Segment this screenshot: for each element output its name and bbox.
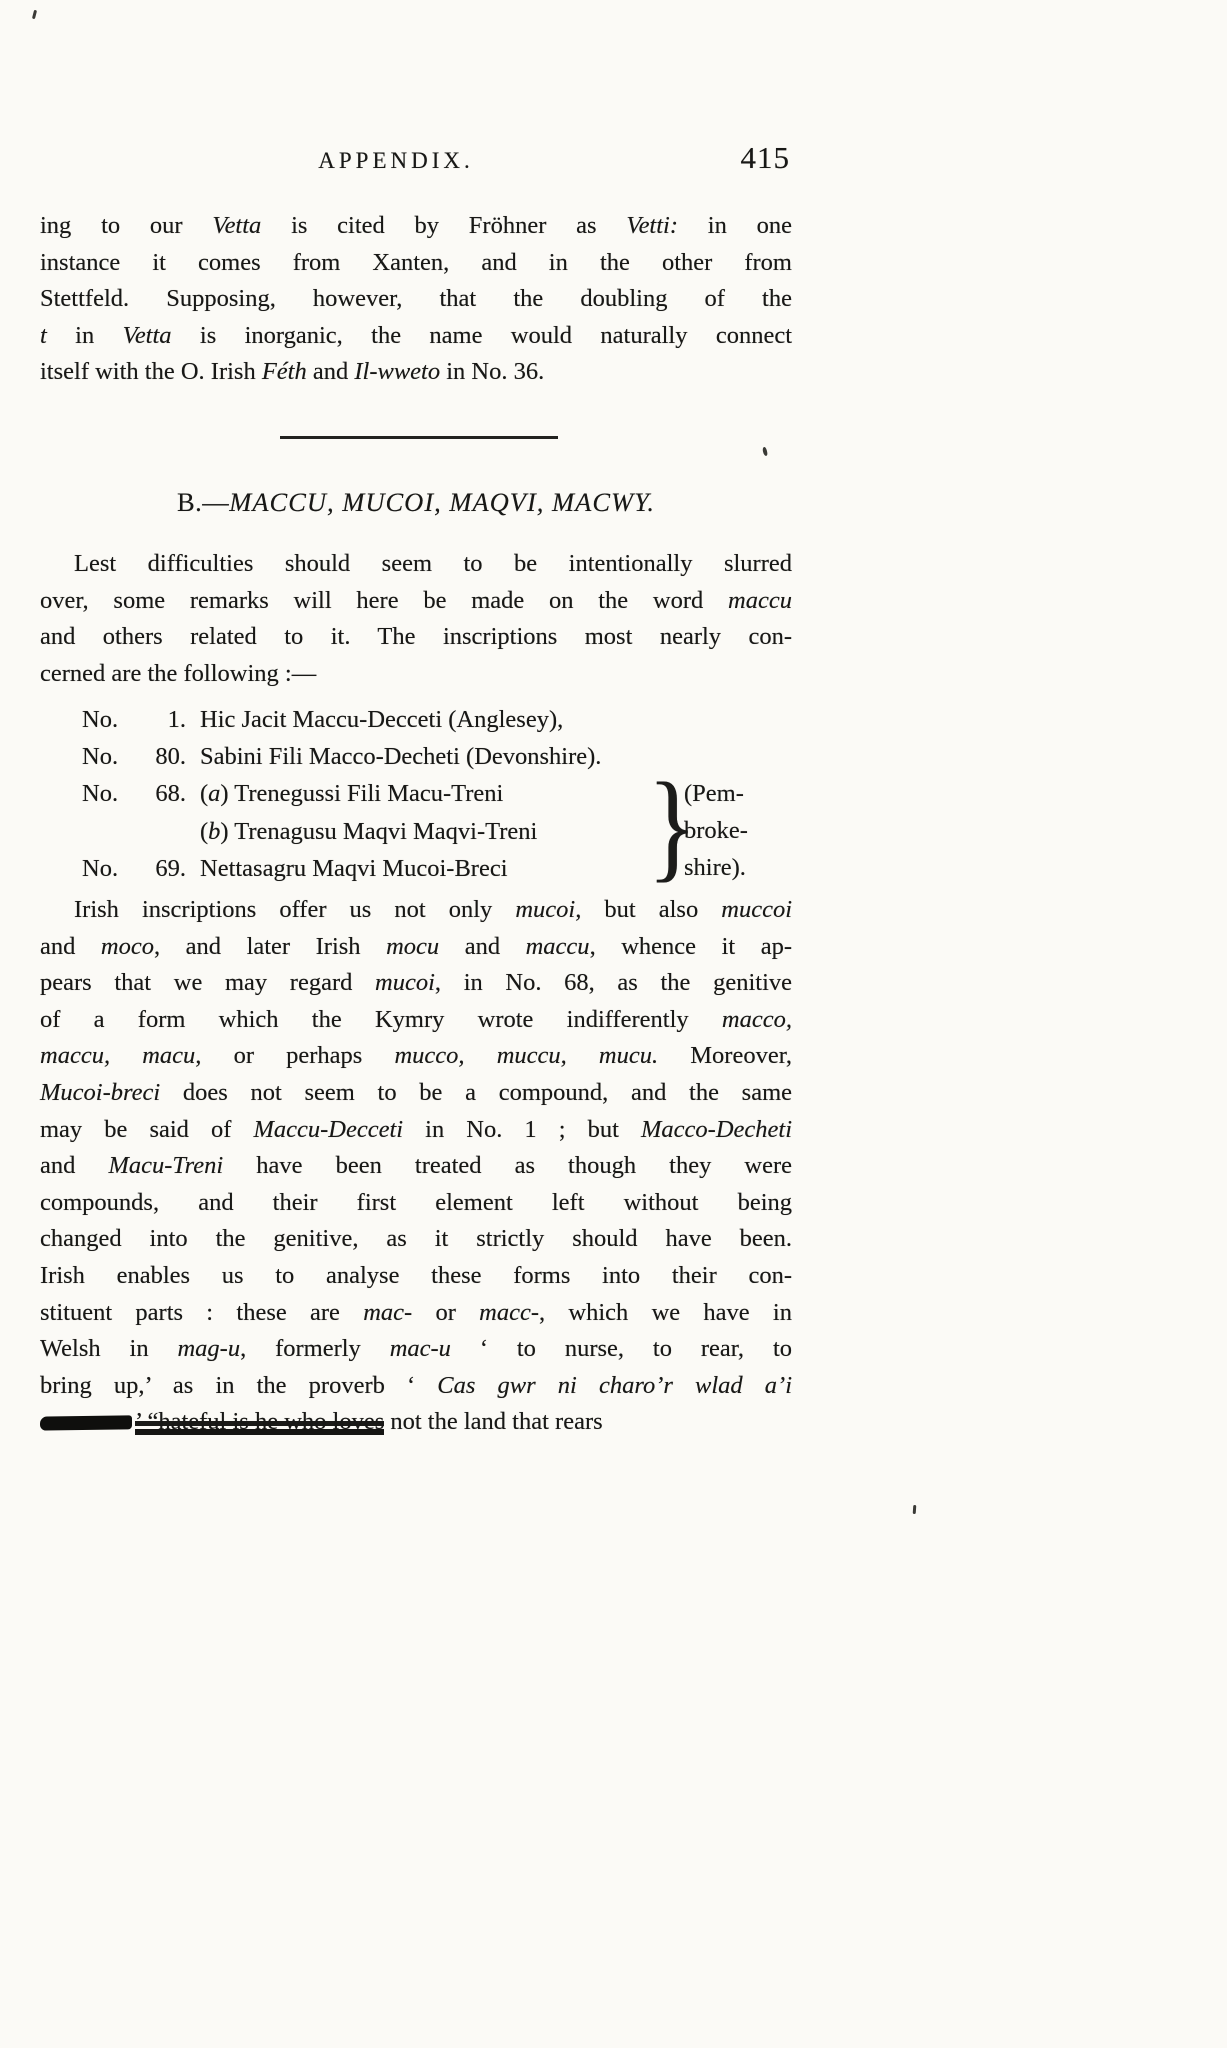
text-line: t in Vetta is inorganic, the name would naturally connect [40, 321, 792, 349]
text-line: and Macu-Treni have been treated as though they were [40, 1152, 793, 1180]
brace-label-pem: (Pem- [684, 780, 744, 807]
inscription-text: (a) Trenegussi Fili Macu-Treni [200, 780, 504, 808]
brace-label-shire: shire). [684, 854, 746, 881]
text-line: Mucoi-breci does not seem to be a compound, and the same [40, 1078, 792, 1106]
inscription-number [82, 738, 200, 775]
text-line: of a form which the Kymry wrote indifferently macco, [40, 1005, 792, 1033]
paragraph-main [40, 892, 792, 1441]
inscription-text: Nettasagru Maqvi Mucoi-Breci [200, 854, 508, 882]
inscription-text: Sabini Fili Macco-Decheti (Devonshire). [200, 743, 602, 771]
text-line: Stettfeld. Supposing, however, that the doubling of the [40, 285, 792, 313]
inscription-row-no1 [40, 701, 792, 738]
ink-speck-bottom-right [913, 1505, 917, 1514]
text-line: changed into the genitive, as it strictly should have been. [40, 1225, 792, 1253]
no-prefix: No. [82, 706, 119, 733]
page-number: 415 [740, 140, 790, 175]
text-line: Lest difficulties should seem to be intentionally slurred [74, 550, 792, 577]
grouping-brace: } [647, 758, 698, 893]
text-line: may be said of Maccu-Decceti in No. 1 ; but Macco-Decheti [40, 1115, 792, 1143]
text-line: instance it comes from Xanten, and in the other from [40, 248, 792, 276]
ink-speck-top-left [32, 10, 37, 19]
no-value: 80. [155, 743, 186, 771]
text-line: pears that we may regard mucoi, in No. 68, as the genitive [40, 969, 793, 997]
no-value: 69. [155, 854, 186, 882]
text-line: Irish enables us to analyse these forms into their con- [40, 1261, 792, 1289]
inscription-number [82, 850, 200, 887]
section-heading-title: MACCU, MUCOI, MAQVI, MACWY. [229, 487, 656, 517]
text-line: over, some remarks will here be made on the word maccu [40, 586, 792, 614]
text-line: compounds, and their first element left without being [40, 1188, 792, 1216]
inscription-number [82, 701, 200, 738]
no-value: 1. [167, 706, 186, 733]
inscription-text: Hic Jacit Maccu-Decceti (Anglesey), [200, 706, 564, 733]
inscription-text: (b) Trenagusu Maqvi Maqvi-Treni [200, 817, 538, 845]
text-line: itself with the O. Irish Féth and Il-wweto in No. 36. [40, 358, 545, 386]
no-value: 68. [155, 780, 186, 808]
no-prefix: No. [82, 780, 119, 808]
text-line: cerned are the following :— [40, 659, 317, 687]
text-line: ing to our Vetta is cited by Fröhner as Vetti: in one [40, 212, 792, 239]
text-line: Welsh in mag-u, formerly mac-u ‘ to nurse, to rear, to [40, 1335, 793, 1363]
struck-text: ’ “hateful is he who loves [135, 1408, 385, 1436]
no-prefix: No. [82, 743, 119, 771]
inscription-number [82, 775, 200, 812]
paragraph-vetta-continuation [40, 208, 792, 391]
section-heading [40, 487, 792, 518]
no-prefix: No. [82, 854, 119, 882]
text-line: bring up,’ as in the proverb ‘ Cas gwr ni charo’r wlad a’i [40, 1371, 792, 1399]
brace-label-broke: broke- [684, 817, 748, 844]
text-line: and others related to it. The inscriptions most nearly con- [40, 623, 792, 651]
text-line: stituent parts : these are mac- or macc-, which we have in [40, 1298, 792, 1326]
inscription-list [40, 701, 792, 893]
page-header [40, 140, 792, 186]
text-line: ’ “hateful is he who loves not the land that rears [40, 1404, 792, 1441]
section-heading-prefix: B.— [176, 487, 230, 517]
section-divider-rule [280, 436, 558, 439]
running-head: APPENDIX. [318, 148, 474, 173]
text-line: maccu, macu, or perhaps mucco, muccu, mucu. Moreover, [40, 1042, 793, 1070]
paragraph-lead [40, 546, 792, 692]
text-line: and moco, and later Irish mocu and maccu, whence it ap- [40, 932, 793, 960]
page-text-block [40, 0, 792, 2048]
ink-blot [40, 1416, 132, 1431]
text-line: Irish inscriptions offer us not only mucoi, but also muccoi [74, 896, 792, 923]
